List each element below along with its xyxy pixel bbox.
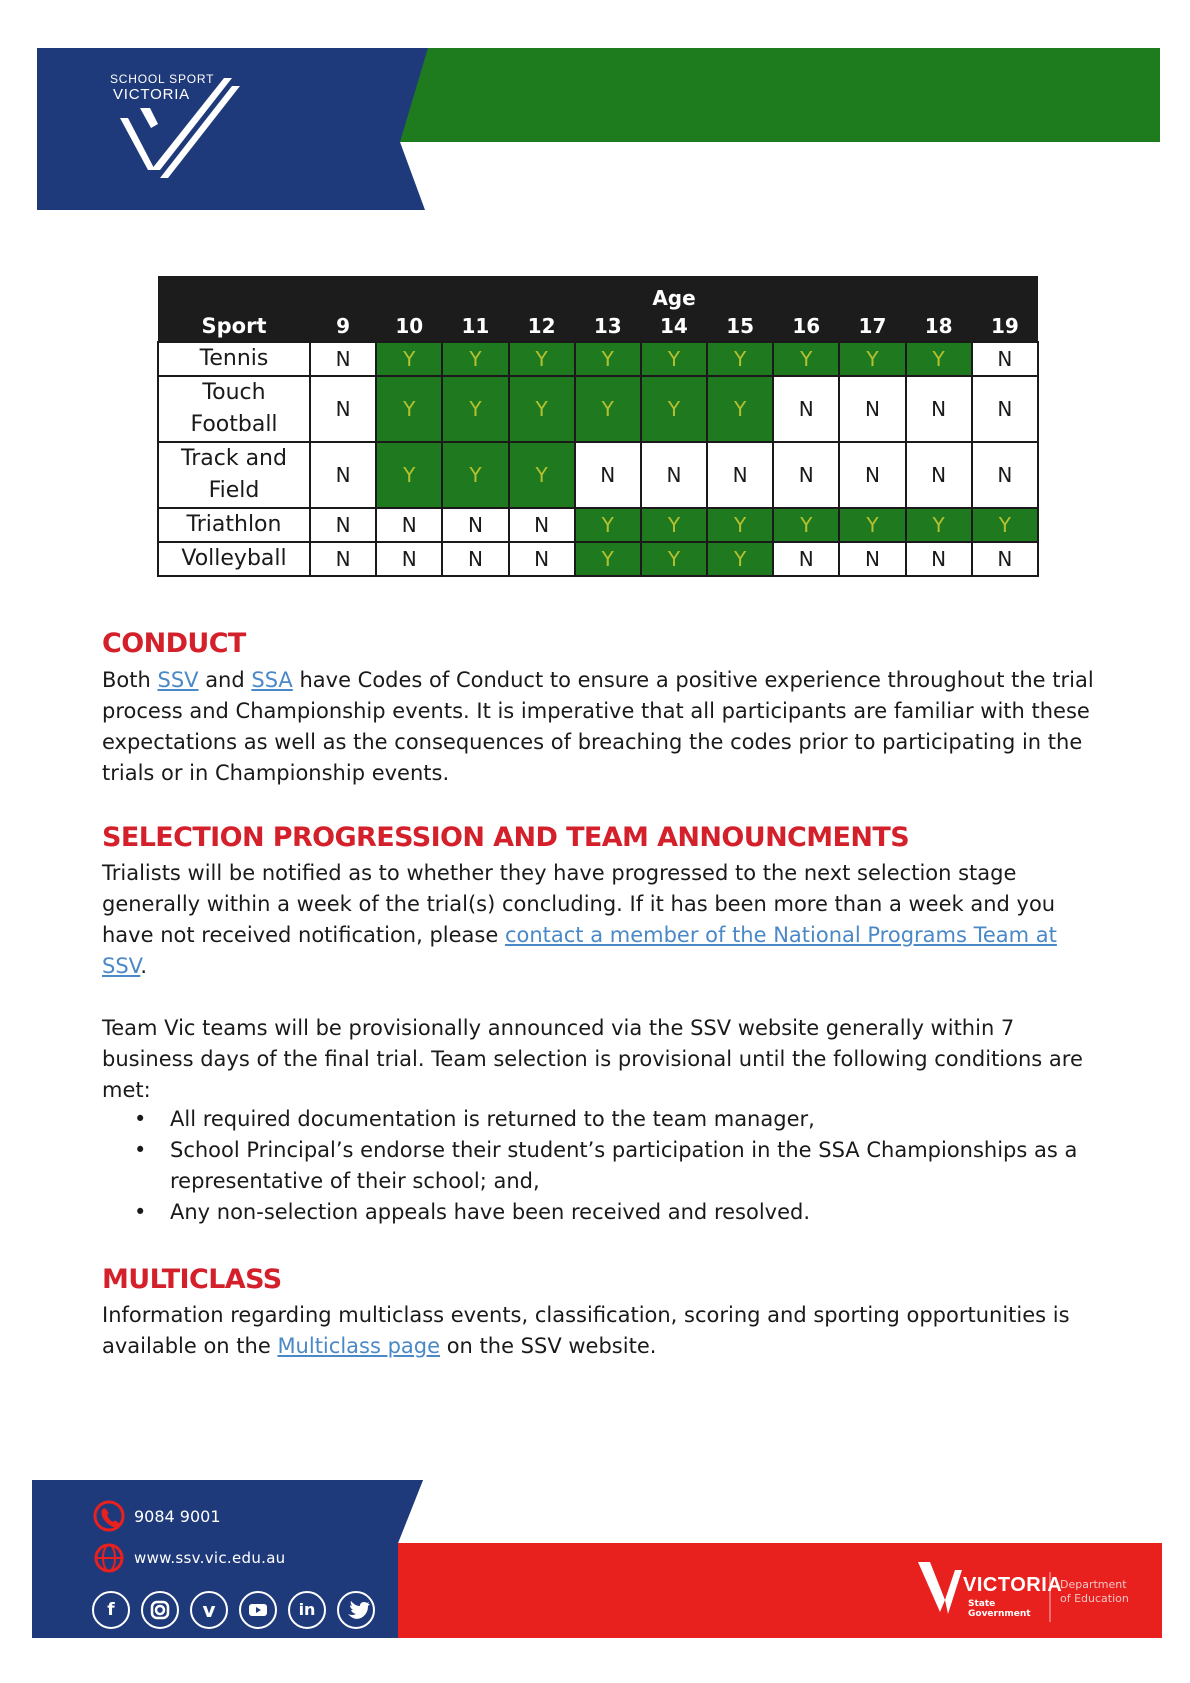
multiclass-text: Information regarding multiclass events, classification, scoring and sporting opportunities is available on the — [102, 1303, 1070, 1358]
age-header: 19 — [972, 310, 1038, 342]
ssv-logo-line2: VICTORIA — [113, 86, 190, 103]
age-header: 18 — [906, 310, 972, 342]
multiclass-text: on the SSV website. — [440, 1334, 657, 1358]
youtube-icon[interactable] — [239, 1591, 277, 1629]
department-text — [1060, 1578, 1129, 1606]
ssv-link[interactable]: SSV — [157, 668, 199, 692]
ssa-link[interactable]: SSA — [251, 668, 293, 692]
sport-name-line: Track and — [181, 446, 287, 471]
table-cell: Y — [839, 508, 905, 542]
table-cell: Y — [641, 376, 707, 442]
age-header: 14 — [641, 310, 707, 342]
table-cell: Y — [641, 508, 707, 542]
eligibility-table — [157, 276, 1039, 577]
table-cell: N — [839, 542, 905, 576]
table-row — [158, 376, 1038, 442]
multiclass-page-link[interactable]: Multiclass page — [277, 1334, 441, 1358]
table-cell: N — [310, 508, 376, 542]
list-item-text: All required documentation is returned to the team manager, — [170, 1107, 815, 1131]
list-item: • Any non-selection appeals have been received and resolved. — [134, 1200, 811, 1224]
table-cell: N — [839, 442, 905, 508]
conditions-list — [102, 1104, 1102, 1228]
table-cell: Y — [509, 342, 575, 376]
department-line: Department — [1060, 1578, 1127, 1591]
table-cell: Y — [906, 508, 972, 542]
table-cell: Y — [442, 342, 508, 376]
table-cell: Y — [906, 342, 972, 376]
selection-paragraph-1 — [102, 858, 1102, 982]
conduct-paragraph — [102, 665, 1102, 789]
government-line: Government — [968, 1609, 1031, 1619]
ssv-logo-line1: SCHOOL SPORT — [110, 72, 215, 86]
table-cell: Y — [839, 342, 905, 376]
table-cell: N — [707, 442, 773, 508]
selection-heading: SELECTION PROGRESSION AND TEAM ANNOUNCMENTS — [102, 822, 910, 853]
table-age-row — [158, 276, 1038, 310]
list-item-text: Any non-selection appeals have been received and resolved. — [170, 1200, 811, 1224]
sport-name: Triathlon — [158, 508, 310, 542]
table-cell: N — [773, 542, 839, 576]
age-header: 11 — [442, 310, 508, 342]
table-cell: N — [906, 376, 972, 442]
website-link[interactable]: www.ssv.vic.edu.au — [134, 1549, 286, 1567]
table-cell: N — [376, 542, 442, 576]
table-row — [158, 442, 1038, 508]
table-cell: Y — [707, 542, 773, 576]
multiclass-heading: MULTICLASS — [102, 1264, 282, 1295]
victoria-state-text — [968, 1599, 1031, 1619]
table-cell: N — [509, 508, 575, 542]
table-cell: Y — [376, 442, 442, 508]
table-cell: N — [509, 542, 575, 576]
table-cell: Y — [641, 542, 707, 576]
vimeo-icon[interactable]: v — [190, 1591, 228, 1629]
table-cell: N — [773, 442, 839, 508]
table-row — [158, 342, 1038, 376]
table-cell: N — [906, 542, 972, 576]
list-item: • School Principal’s endorse their student’s participation in the SSA Championships as a representative of their school; and, — [134, 1138, 1078, 1193]
selection-text: Trialists will be notified as to whether they have progressed to the next selection stage generally within a week of the trial(s) concluding. If it has been more than a week and you have not received notification, please — [102, 861, 1056, 947]
table-sport-label: Sport — [158, 310, 310, 342]
table-cell: Y — [376, 342, 442, 376]
sport-name — [158, 442, 310, 508]
of-education-line: of Education — [1060, 1592, 1129, 1605]
age-header: 12 — [509, 310, 575, 342]
table-cell: Y — [509, 442, 575, 508]
phone-number[interactable]: 9084 9001 — [134, 1507, 221, 1526]
age-header: 17 — [839, 310, 905, 342]
table-cell: Y — [575, 376, 641, 442]
sport-name: Volleyball — [158, 542, 310, 576]
table-cell: N — [906, 442, 972, 508]
table-cell: N — [839, 376, 905, 442]
twitter-icon[interactable] — [337, 1591, 375, 1629]
instagram-icon[interactable] — [141, 1591, 179, 1629]
sport-name-line: Field — [208, 478, 260, 503]
sport-name — [158, 376, 310, 442]
table-cell: N — [376, 508, 442, 542]
table-row — [158, 542, 1038, 576]
table-header-blank — [158, 276, 310, 310]
table-cell: Y — [707, 342, 773, 376]
table-cell: Y — [575, 508, 641, 542]
table-cell: Y — [575, 542, 641, 576]
table-row — [158, 508, 1038, 542]
age-header: 10 — [376, 310, 442, 342]
table-cell: N — [310, 376, 376, 442]
table-cell: N — [442, 508, 508, 542]
selection-text: . — [140, 954, 148, 978]
sport-name: Tennis — [158, 342, 310, 376]
list-item-text: School Principal’s endorse their student’s participation in the SSA Championships as a representative of their school; and, — [170, 1138, 1078, 1193]
table-cell: N — [972, 342, 1038, 376]
header-navy-panel — [37, 48, 428, 210]
table-cell: Y — [707, 508, 773, 542]
table-cell: Y — [442, 442, 508, 508]
selection-paragraph-2: Team Vic teams will be provisionally announced via the SSV website generally within 7 business days of the final trial. Team selection is provisional until the following conditions are met: — [102, 1016, 1083, 1102]
conduct-text: and — [198, 668, 252, 692]
age-header: 16 — [773, 310, 839, 342]
sport-name-line: Football — [190, 412, 278, 437]
header-banner — [0, 0, 1190, 230]
list-item: • All required documentation is returned to the team manager, — [134, 1107, 815, 1131]
table-cell: N — [972, 442, 1038, 508]
table-cell: N — [442, 542, 508, 576]
victoria-logo-text: VICTORIA — [963, 1574, 1063, 1596]
linkedin-icon[interactable]: in — [288, 1591, 326, 1629]
table-cell: N — [310, 342, 376, 376]
table-cell: N — [972, 376, 1038, 442]
multiclass-paragraph — [102, 1300, 1102, 1362]
state-line: State — [968, 1599, 996, 1609]
header-green-band — [400, 48, 1160, 142]
table-cell: N — [641, 442, 707, 508]
table-cell: N — [972, 542, 1038, 576]
table-cell: Y — [376, 376, 442, 442]
table-cell: Y — [773, 508, 839, 542]
table-cell: N — [310, 442, 376, 508]
table-age-label: Age — [310, 276, 1038, 310]
sport-name-line: Touch — [202, 380, 266, 405]
table-cell: N — [310, 542, 376, 576]
table-cell: Y — [773, 342, 839, 376]
table-cell: Y — [442, 376, 508, 442]
facebook-icon[interactable]: f — [92, 1591, 130, 1629]
table-cell: N — [773, 376, 839, 442]
age-header: 9 — [310, 310, 376, 342]
age-header: 15 — [707, 310, 773, 342]
conduct-text: Both — [102, 668, 158, 692]
national-programs-link[interactable]: contact a member of the National Programs Team at SSV — [102, 923, 1057, 978]
table-cell: Y — [641, 342, 707, 376]
table-header-row — [158, 310, 1038, 342]
conduct-text: have Codes of Conduct to ensure a positive experience throughout the trial process and Championship events. It is imperative that all participants are familiar with these expectations as well as the consequences of breaching the codes prior to participating in the trials or in Championship events. — [102, 668, 1094, 785]
table-cell: Y — [575, 342, 641, 376]
table-cell: Y — [509, 376, 575, 442]
conduct-heading: CONDUCT — [102, 628, 246, 659]
table-cell: Y — [707, 376, 773, 442]
age-header: 13 — [575, 310, 641, 342]
table-cell: N — [575, 442, 641, 508]
table-cell: Y — [972, 508, 1038, 542]
